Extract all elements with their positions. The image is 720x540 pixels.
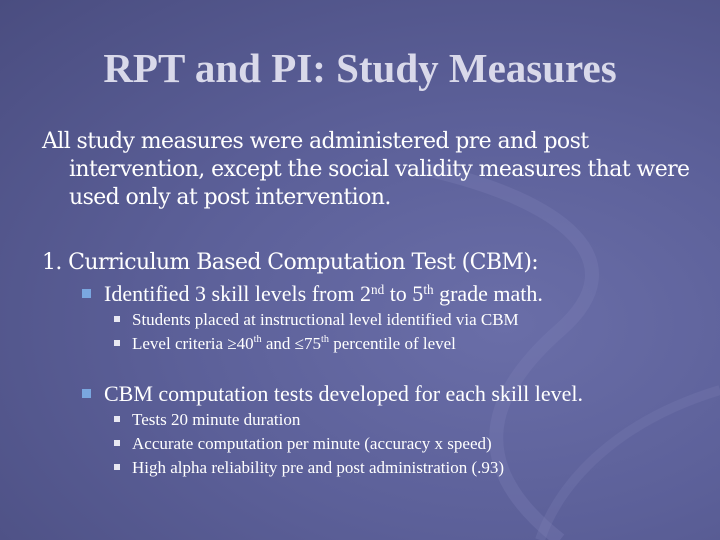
text: CBM computation tests developed for each skill level. <box>104 381 584 406</box>
text: Level criteria <box>132 334 228 353</box>
text: percentile of level <box>328 334 456 353</box>
superscript: th <box>253 334 262 345</box>
intro-paragraph: All study measures were administered pre and post intervention, except the social validity measures that were used only at post intervention. <box>42 129 690 210</box>
square-bullet-icon <box>114 464 120 470</box>
text: High alpha reliability pre and post administration (.93) <box>132 458 505 477</box>
slide-title: RPT and PI: Study Measures <box>103 45 617 91</box>
sub-bullet <box>114 310 519 330</box>
section-heading: 1. Curriculum Based Computation Test (CBM): <box>42 250 539 275</box>
sub-bullet <box>114 410 300 430</box>
square-bullet-icon <box>114 340 120 346</box>
square-bullet-icon <box>114 316 120 322</box>
text: grade math. <box>433 281 543 306</box>
superscript: th <box>423 282 434 297</box>
text: ≥40 <box>227 334 254 353</box>
sub-bullet <box>114 334 456 354</box>
sub-bullet <box>114 458 504 478</box>
text: Accurate computation per minute (accuracy x speed) <box>132 434 492 453</box>
text: Tests 20 minute duration <box>132 410 301 429</box>
square-bullet-icon <box>82 289 91 298</box>
text: to 5 <box>384 281 424 306</box>
text: Students placed at instructional level identified via CBM <box>132 310 519 329</box>
square-bullet-icon <box>82 389 91 398</box>
text: Identified 3 skill levels from 2 <box>104 281 371 306</box>
sub-bullet <box>114 434 492 454</box>
square-bullet-icon <box>114 440 120 446</box>
bullet-cbm-tests <box>82 381 583 407</box>
text: and <box>261 334 295 353</box>
text: ≤75 <box>294 334 321 353</box>
superscript: nd <box>371 282 385 297</box>
square-bullet-icon <box>114 416 120 422</box>
superscript: th <box>321 334 329 345</box>
bullet-skill-levels <box>82 281 543 307</box>
